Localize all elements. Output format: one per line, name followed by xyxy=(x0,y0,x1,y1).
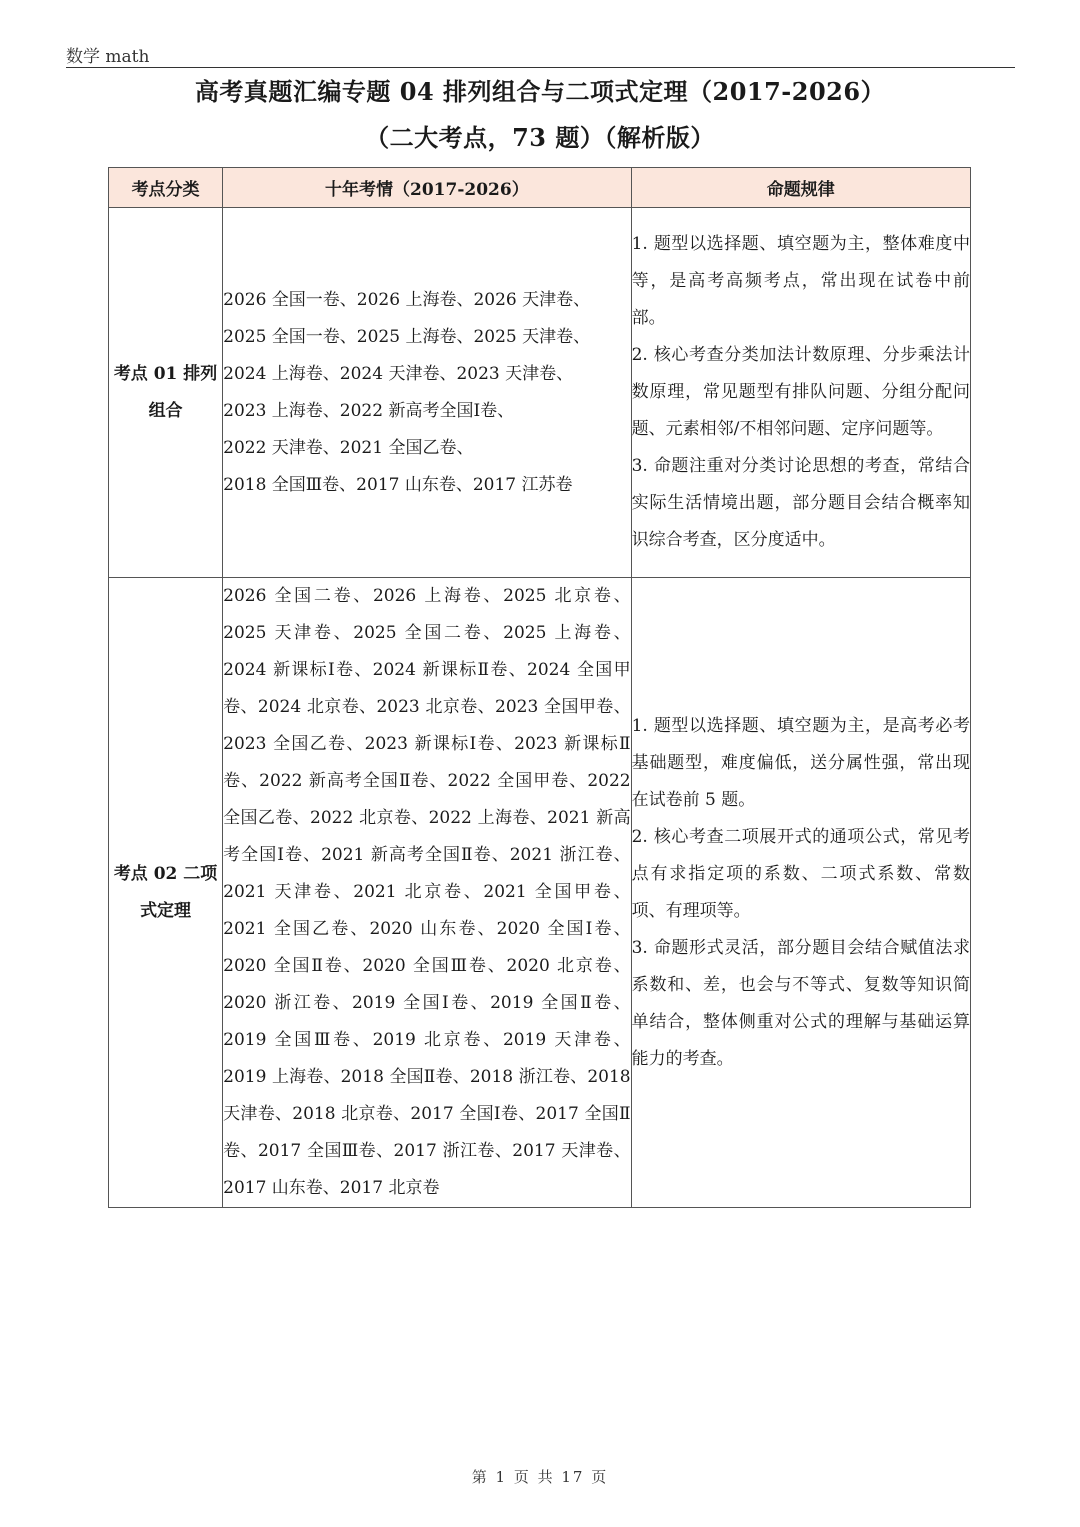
years-line: 2025 全国一卷、2025 上海卷、2025 天津卷、 xyxy=(223,326,591,347)
category-label: 考点 02 二项式定理 xyxy=(113,863,218,921)
years-line: 2023 上海卷、2022 新高考全国Ⅰ卷、 xyxy=(223,400,515,421)
table-header-row xyxy=(109,168,971,208)
rule-item: 1. 题型以选择题、填空题为主，是高考必考基础题型，难度偏低，送分属性强，常出现在试卷前 5 题。 xyxy=(631,715,970,810)
page-number: 第 1 页 共 17 页 xyxy=(471,1468,609,1486)
category-cell xyxy=(109,208,223,578)
years-line: 2022 天津卷、2021 全国乙卷、 xyxy=(223,437,474,458)
rule-item: 3. 命题形式灵活，部分题目会结合赋值法求系数和、差，也会与不等式、复数等知识简单结合，整体侧重对公式的理解与基础运算能力的考查。 xyxy=(631,937,970,1069)
rule-item: 1. 题型以选择题、填空题为主，整体难度中等，是高考高频考点，常出现在试卷中前部。 xyxy=(631,234,970,328)
rule-item: 2. 核心考查二项展开式的通项公式，常见考点有求指定项的系数、二项式系数、常数项、有理项等。 xyxy=(631,826,970,921)
document-title: 高考真题汇编专题 04 排列组合与二项式定理（2017-2026） xyxy=(194,77,886,106)
table-row xyxy=(109,208,971,578)
rules-cell xyxy=(631,208,970,578)
topics-table xyxy=(108,167,971,1208)
header-rule xyxy=(66,67,1015,68)
table-row xyxy=(109,578,971,1208)
rule-item: 2. 核心考查分类加法计数原理、分步乘法计数原理，常见题型有排队问题、分组分配问题、元素相邻/不相邻问题、定序问题等。 xyxy=(631,345,970,439)
header-label: 数学 math xyxy=(66,47,150,67)
category-cell xyxy=(109,578,223,1208)
header-rules: 命题规律 xyxy=(631,168,970,208)
years-cell xyxy=(223,578,631,1208)
document-subtitle: （二大考点，73 题）（解析版） xyxy=(365,123,715,152)
years-line: 2018 全国Ⅲ卷、2017 山东卷、2017 江苏卷 xyxy=(223,474,573,495)
years-cell xyxy=(223,208,631,578)
header-years: 十年考情（2017-2026） xyxy=(223,168,631,208)
rules-cell xyxy=(631,578,970,1208)
rule-item: 3. 命题注重对分类讨论思想的考查，常结合实际生活情境出题，部分题目会结合概率知识综合考查，区分度适中。 xyxy=(631,456,970,550)
years-line: 2024 上海卷、2024 天津卷、2023 天津卷、 xyxy=(223,363,574,384)
years-text: 2026 全国二卷、2026 上海卷、2025 北京卷、2025 天津卷、2025 全国二卷、2025 上海卷、2024 新课标Ⅰ卷、2024 新课标Ⅱ卷、2024 全国甲卷、2024 北京卷、2023 北京卷、2023 全国甲卷、2023 全国乙卷、2023 新课标Ⅰ卷、2023 新课标Ⅱ卷、2022 新高考全国Ⅱ卷、2022 全国甲卷、2022 全国乙卷、2022 北京卷、2022 上海卷、2021 新高考全国Ⅰ卷、2021 新高考全国Ⅱ卷、2021 浙江卷、2021 天津卷、2021 北京卷、2021 全国甲卷、2021 全国乙卷、2020 山东卷、2020 全国Ⅰ卷、2020 全国Ⅱ卷、2020 全国Ⅲ卷、2020 北京卷、2020 浙江卷、2019 全国Ⅰ卷、2019 全国Ⅱ卷、2019 全国Ⅲ卷、2019 北京卷、2019 天津卷、2019 上海卷、2018 全国Ⅱ卷、2018 浙江卷、2018 天津卷、2018 北京卷、2017 全国Ⅰ卷、2017 全国Ⅱ卷、2017 全国Ⅲ卷、2017 浙江卷、2017 天津卷、2017 山东卷、2017 北京卷 xyxy=(223,586,631,1198)
years-line: 2026 全国一卷、2026 上海卷、2026 天津卷、 xyxy=(223,289,591,310)
category-label: 考点 01 排列组合 xyxy=(113,363,218,421)
header-category: 考点分类 xyxy=(109,168,223,208)
